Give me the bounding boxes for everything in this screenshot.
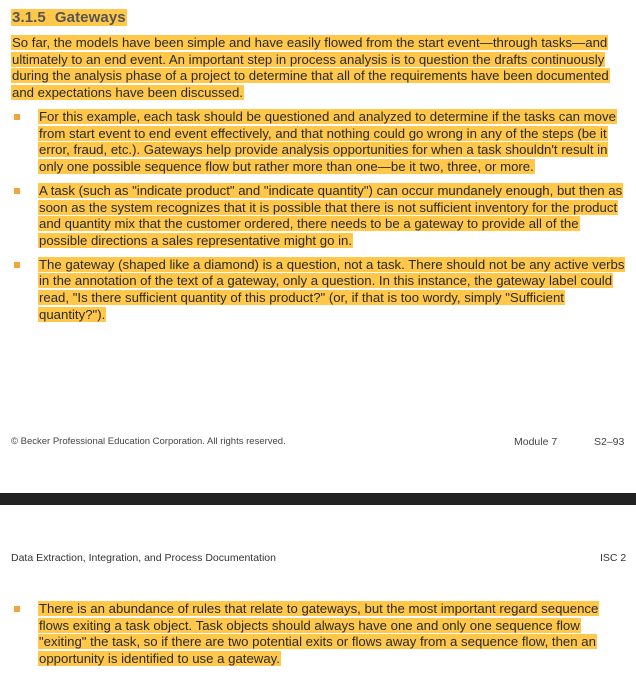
list-item [11,257,628,324]
bullet-square-icon [14,606,20,612]
bullet-text: For this example, each task should be questioned and analyzed to determine if the tasks can move from start event to end event effectively, and that nothing could go wrong in any of the steps (be it error, fraud, etc.). Gateways help provide analysis opportunities for when a task shouldn't result in only one possible sequence flow but rather more than one—be it two, three, or more. [39,109,616,175]
section-title: Gateways [54,9,126,26]
running-header-code: ISC 2 [600,552,627,564]
footer-page-number: S2–93 [594,436,625,448]
list-item [11,601,628,668]
bullet-list [11,109,628,330]
bullet-square-icon [14,188,20,194]
bullet-text: There is an abundance of rules that relate to gateways, but the most important regard sequence flows exiting a task object. Task objects should always have one and only one sequence flow "exiting" the task, so if there are two potential exits or flows away from a sequence flow, then an opportunity is identified to use a gateway. [39,601,599,667]
footer-copyright: © Becker Professional Education Corporation. All rights reserved. [11,436,286,447]
running-header-title: Data Extraction, Integration, and Process Documentation [11,552,276,564]
bullet-square-icon [14,262,20,268]
footer-module: Module 7 [514,436,558,448]
page-break-divider [0,493,636,505]
document-page-2 [0,505,636,680]
section-heading [11,9,127,26]
intro-text: So far, the models have been simple and have easily flowed from the start event—through tasks—and ultimately to an end event. An important step in process analysis is to question the drafts continuously during the analysis phase of a project to determine that all of the requirements have been documented and expectations have been discussed. [12,35,609,101]
bullet-square-icon [14,114,20,120]
list-item [11,109,628,176]
bullet-text: A task (such as "indicate product" and "indicate quantity") can occur mundanely enough, but then as soon as the system recognizes that it is possible that there is not sufficient inventory for the product and quantity mix that the customer ordered, there needs to be a gateway to provide all of the possible directions a sales representative might go in. [39,182,623,248]
section-number: 3.1.5 [12,9,46,26]
bullet-list [11,601,628,668]
list-item [11,183,628,250]
intro-paragraph [11,35,611,102]
bullet-text: The gateway (shaped like a diamond) is a question, not a task. There should not be any active verbs in the annotation of the text of a gateway, only a question. In this instance, the gateway label could read, "Is there sufficient quantity of this product?" (or, if that is too wordy, simply "Sufficient quantity?"). [39,256,625,322]
